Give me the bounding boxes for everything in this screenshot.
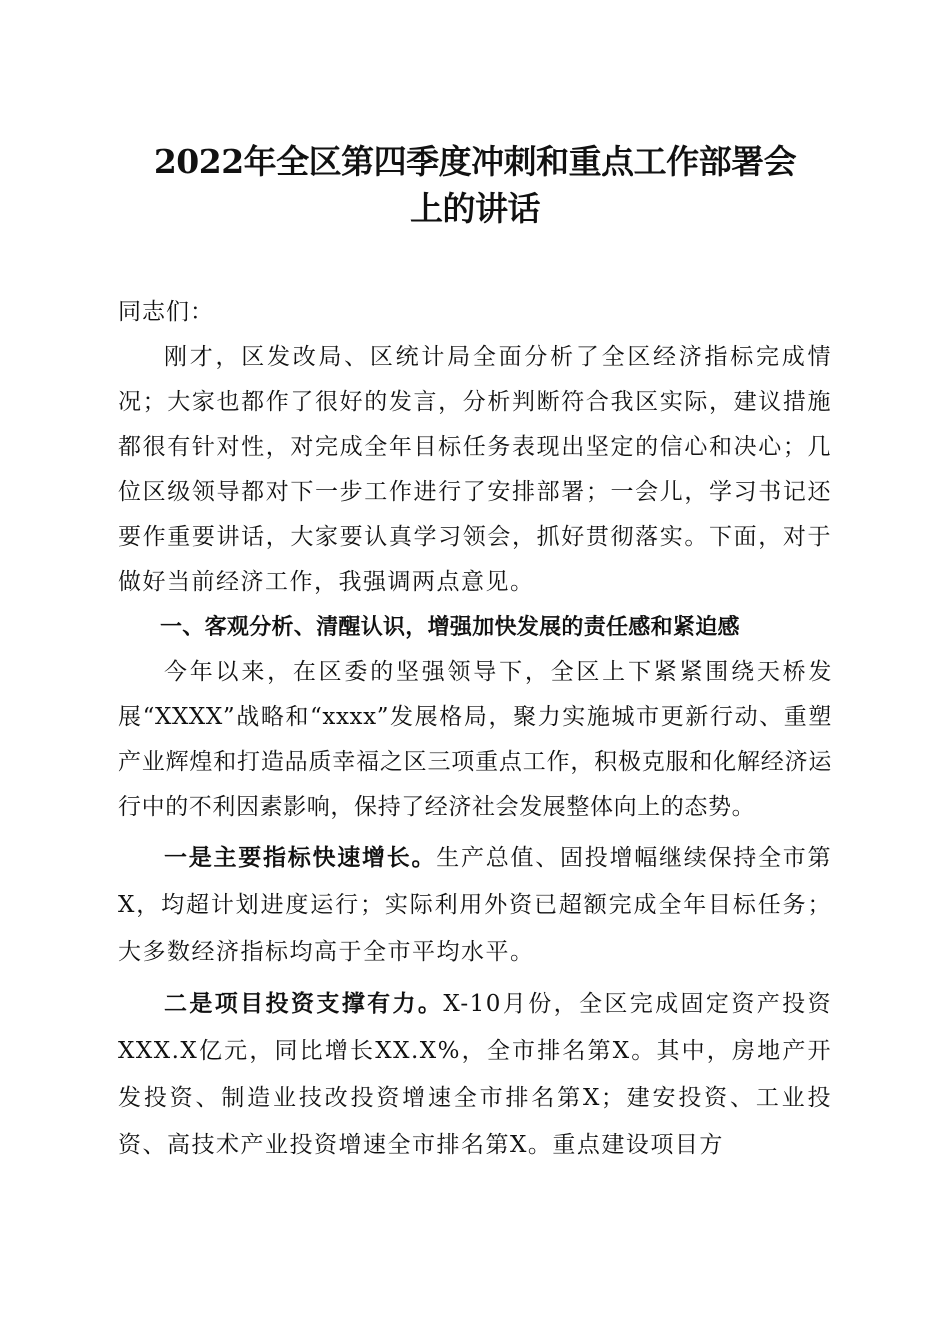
point-body-1: 生产总值、固投增幅继续保持全市第X，均超计划进度运行；实际利用外资已超额完成全年目标任务；大多数经济指标均高于全市平均水平。 <box>118 845 832 965</box>
point-body-2: X-10月份，全区完成固定资产投资XXX.X亿元，同比增长XX.X%，全市排名第X。其中，房地产开发投资、制造业技改投资增速全市排名第X；建安投资、工业投资、高技术产业投资增速全市排名第X。重点建设项目方 <box>118 991 832 1158</box>
document-page <box>118 138 832 1169</box>
point-paragraph-2 <box>118 980 832 1169</box>
section-heading-1: 一、客观分析、清醒认识，增强加快发展的责任感和紧迫感 <box>160 615 740 640</box>
point-lead-2: 二是项目投资支撑有力。 <box>164 990 444 1017</box>
title-line-2: 上的讲话 <box>410 189 540 228</box>
title-line-1: 2022年全区第四季度冲刺和重点工作部署会 <box>153 142 797 181</box>
opening-paragraph: 刚才，区发改局、区统计局全面分析了全区经济指标完成情况；大家也都作了很好的发言，分析判断符合我区实际，建议措施都很有针对性，对完成全年目标任务表现出坚定的信心和决心；几位区级领导都对下一步工作进行了安排部署；一会儿，学习书记还要作重要讲话，大家要认真学习领会，抓好贯彻落实。下面，对于做好当前经济工作，我强调两点意见。 <box>118 344 832 595</box>
document-title <box>118 138 832 232</box>
overview-paragraph: 今年以来，在区委的坚强领导下，全区上下紧紧围绕天桥发展“XXXX”战略和“xxxx”发展格局，聚力实施城市更新行动、重塑产业辉煌和打造品质幸福之区三项重点工作，积极克服和化解经济运行中的不利因素影响，保持了经济社会发展整体向上的态势。 <box>118 659 832 820</box>
point-paragraph-1 <box>118 834 832 976</box>
salutation: 同志们： <box>118 299 214 325</box>
point-lead-1: 一是主要指标快速增长。 <box>164 844 437 871</box>
